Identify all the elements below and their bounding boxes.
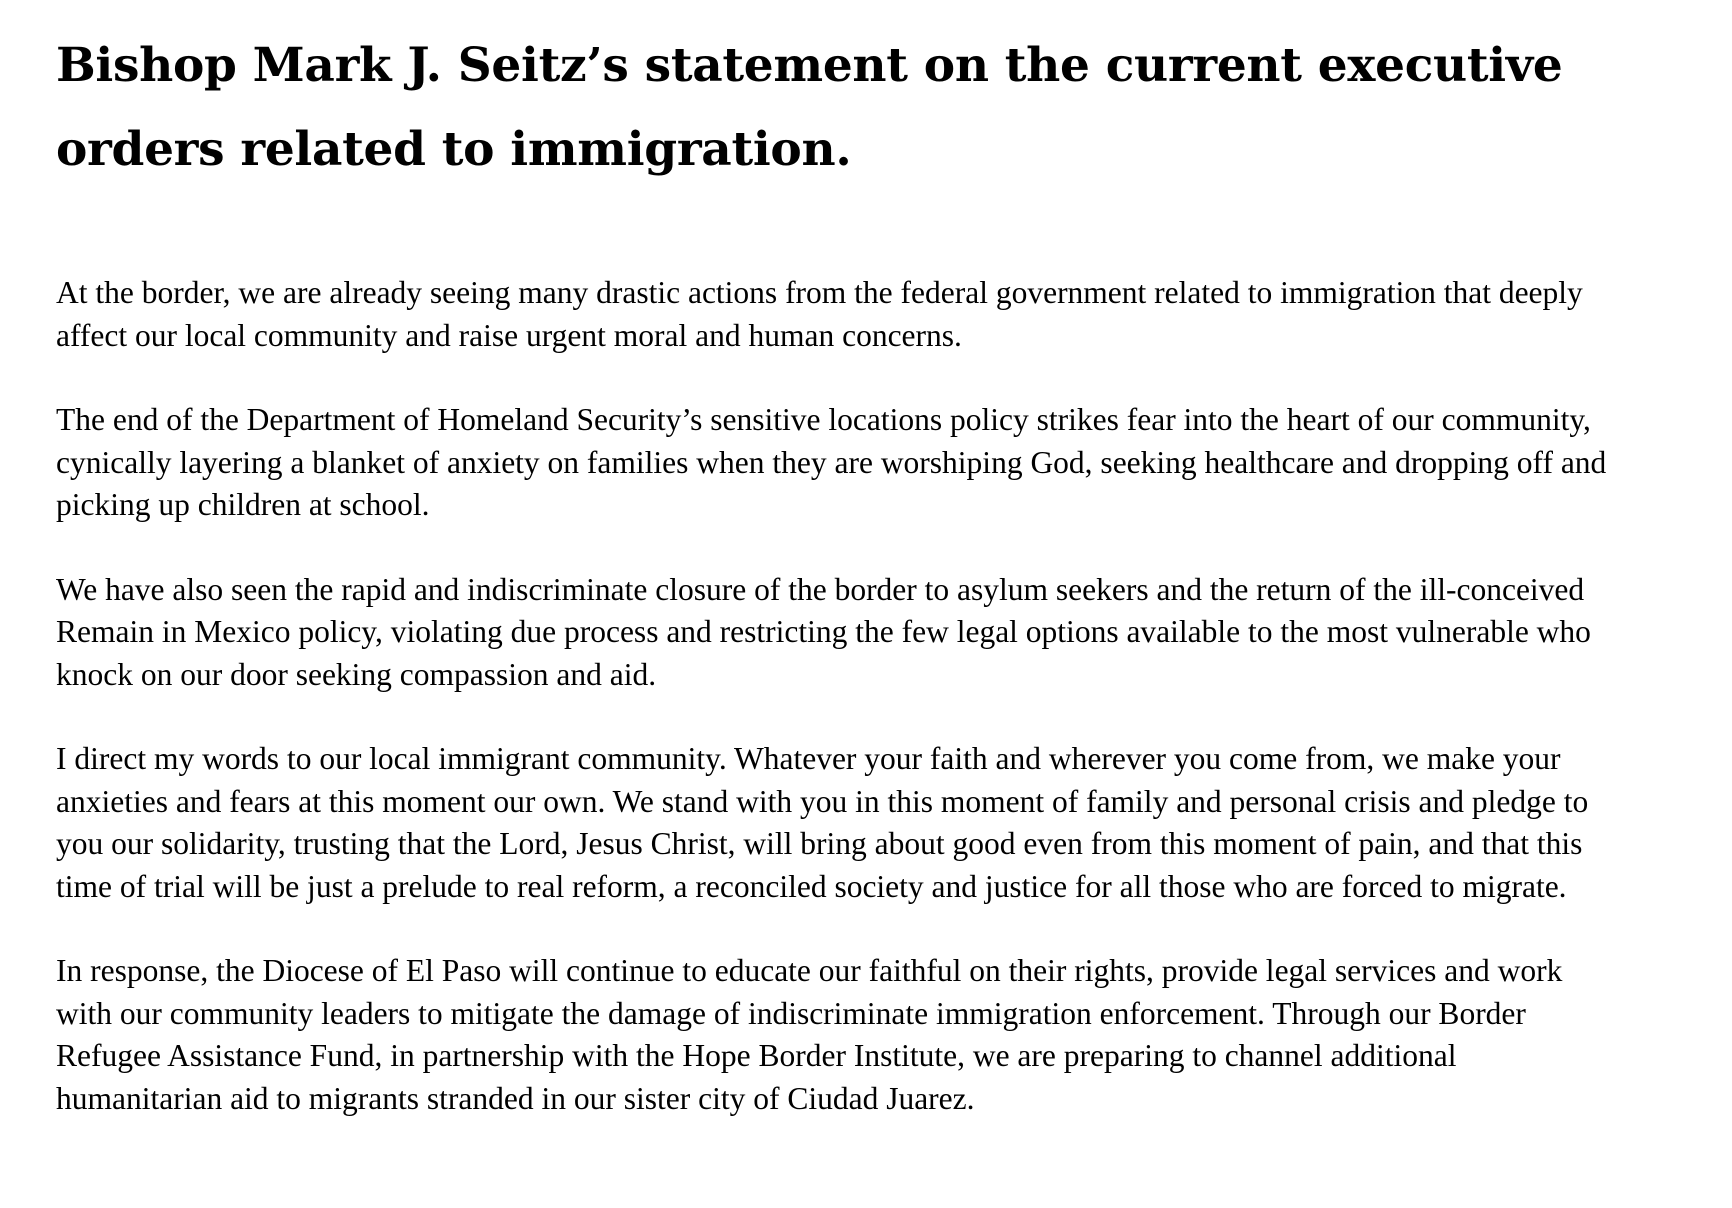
article-title: Bishop Mark J. Seitz’s statement on the current executive orders related to immigration. <box>56 38 1563 177</box>
paragraph-sensitive-locations: The end of the Department of Homeland Security’s sensitive locations policy strikes fear into the heart of our community, cynically layering a blanket of anxiety on families when they are worshiping God, seeking healthcare and dropping off and picking up children at school. <box>56 402 1607 522</box>
paragraph-immigrant-community: I direct my words to our local immigrant community. Whatever your faith and wherever you come from, we make your anxieties and fears at this moment our own. We stand with you in this moment of family and personal crisis and pledge to you our solidarity, trusting that the Lord, Jesus Christ, will bring about good even from this moment of pain, and that this time of trial will be just a prelude to real reform, a reconciled society and justice for all those who are forced to migrate. <box>56 741 1589 904</box>
paragraph-diocese-response: In response, the Diocese of El Paso will continue to educate our faithful on their rights, provide legal services and work with our community leaders to mitigate the damage of indiscriminate immigration enforcement. Through our Border Refugee Assistance Fund, in partnership with the Hope Border Institute, we are preparing to channel additional humanitarian aid to migrants stranded in our sister city of Ciudad Juarez. <box>56 953 1563 1116</box>
paragraph-border-actions: At the border, we are already seeing many drastic actions from the federal government related to immigration that deeply affect our local community and raise urgent moral and human concerns. <box>56 275 1583 353</box>
paragraph-border-closure: We have also seen the rapid and indiscriminate closure of the border to asylum seekers and the return of the ill-conceived Remain in Mexico policy, violating due process and restricting the few legal options available to the most vulnerable who knock on our door seeking compassion and aid. <box>56 571 1591 692</box>
article <box>56 24 1616 1162</box>
article-body <box>56 272 1616 1120</box>
